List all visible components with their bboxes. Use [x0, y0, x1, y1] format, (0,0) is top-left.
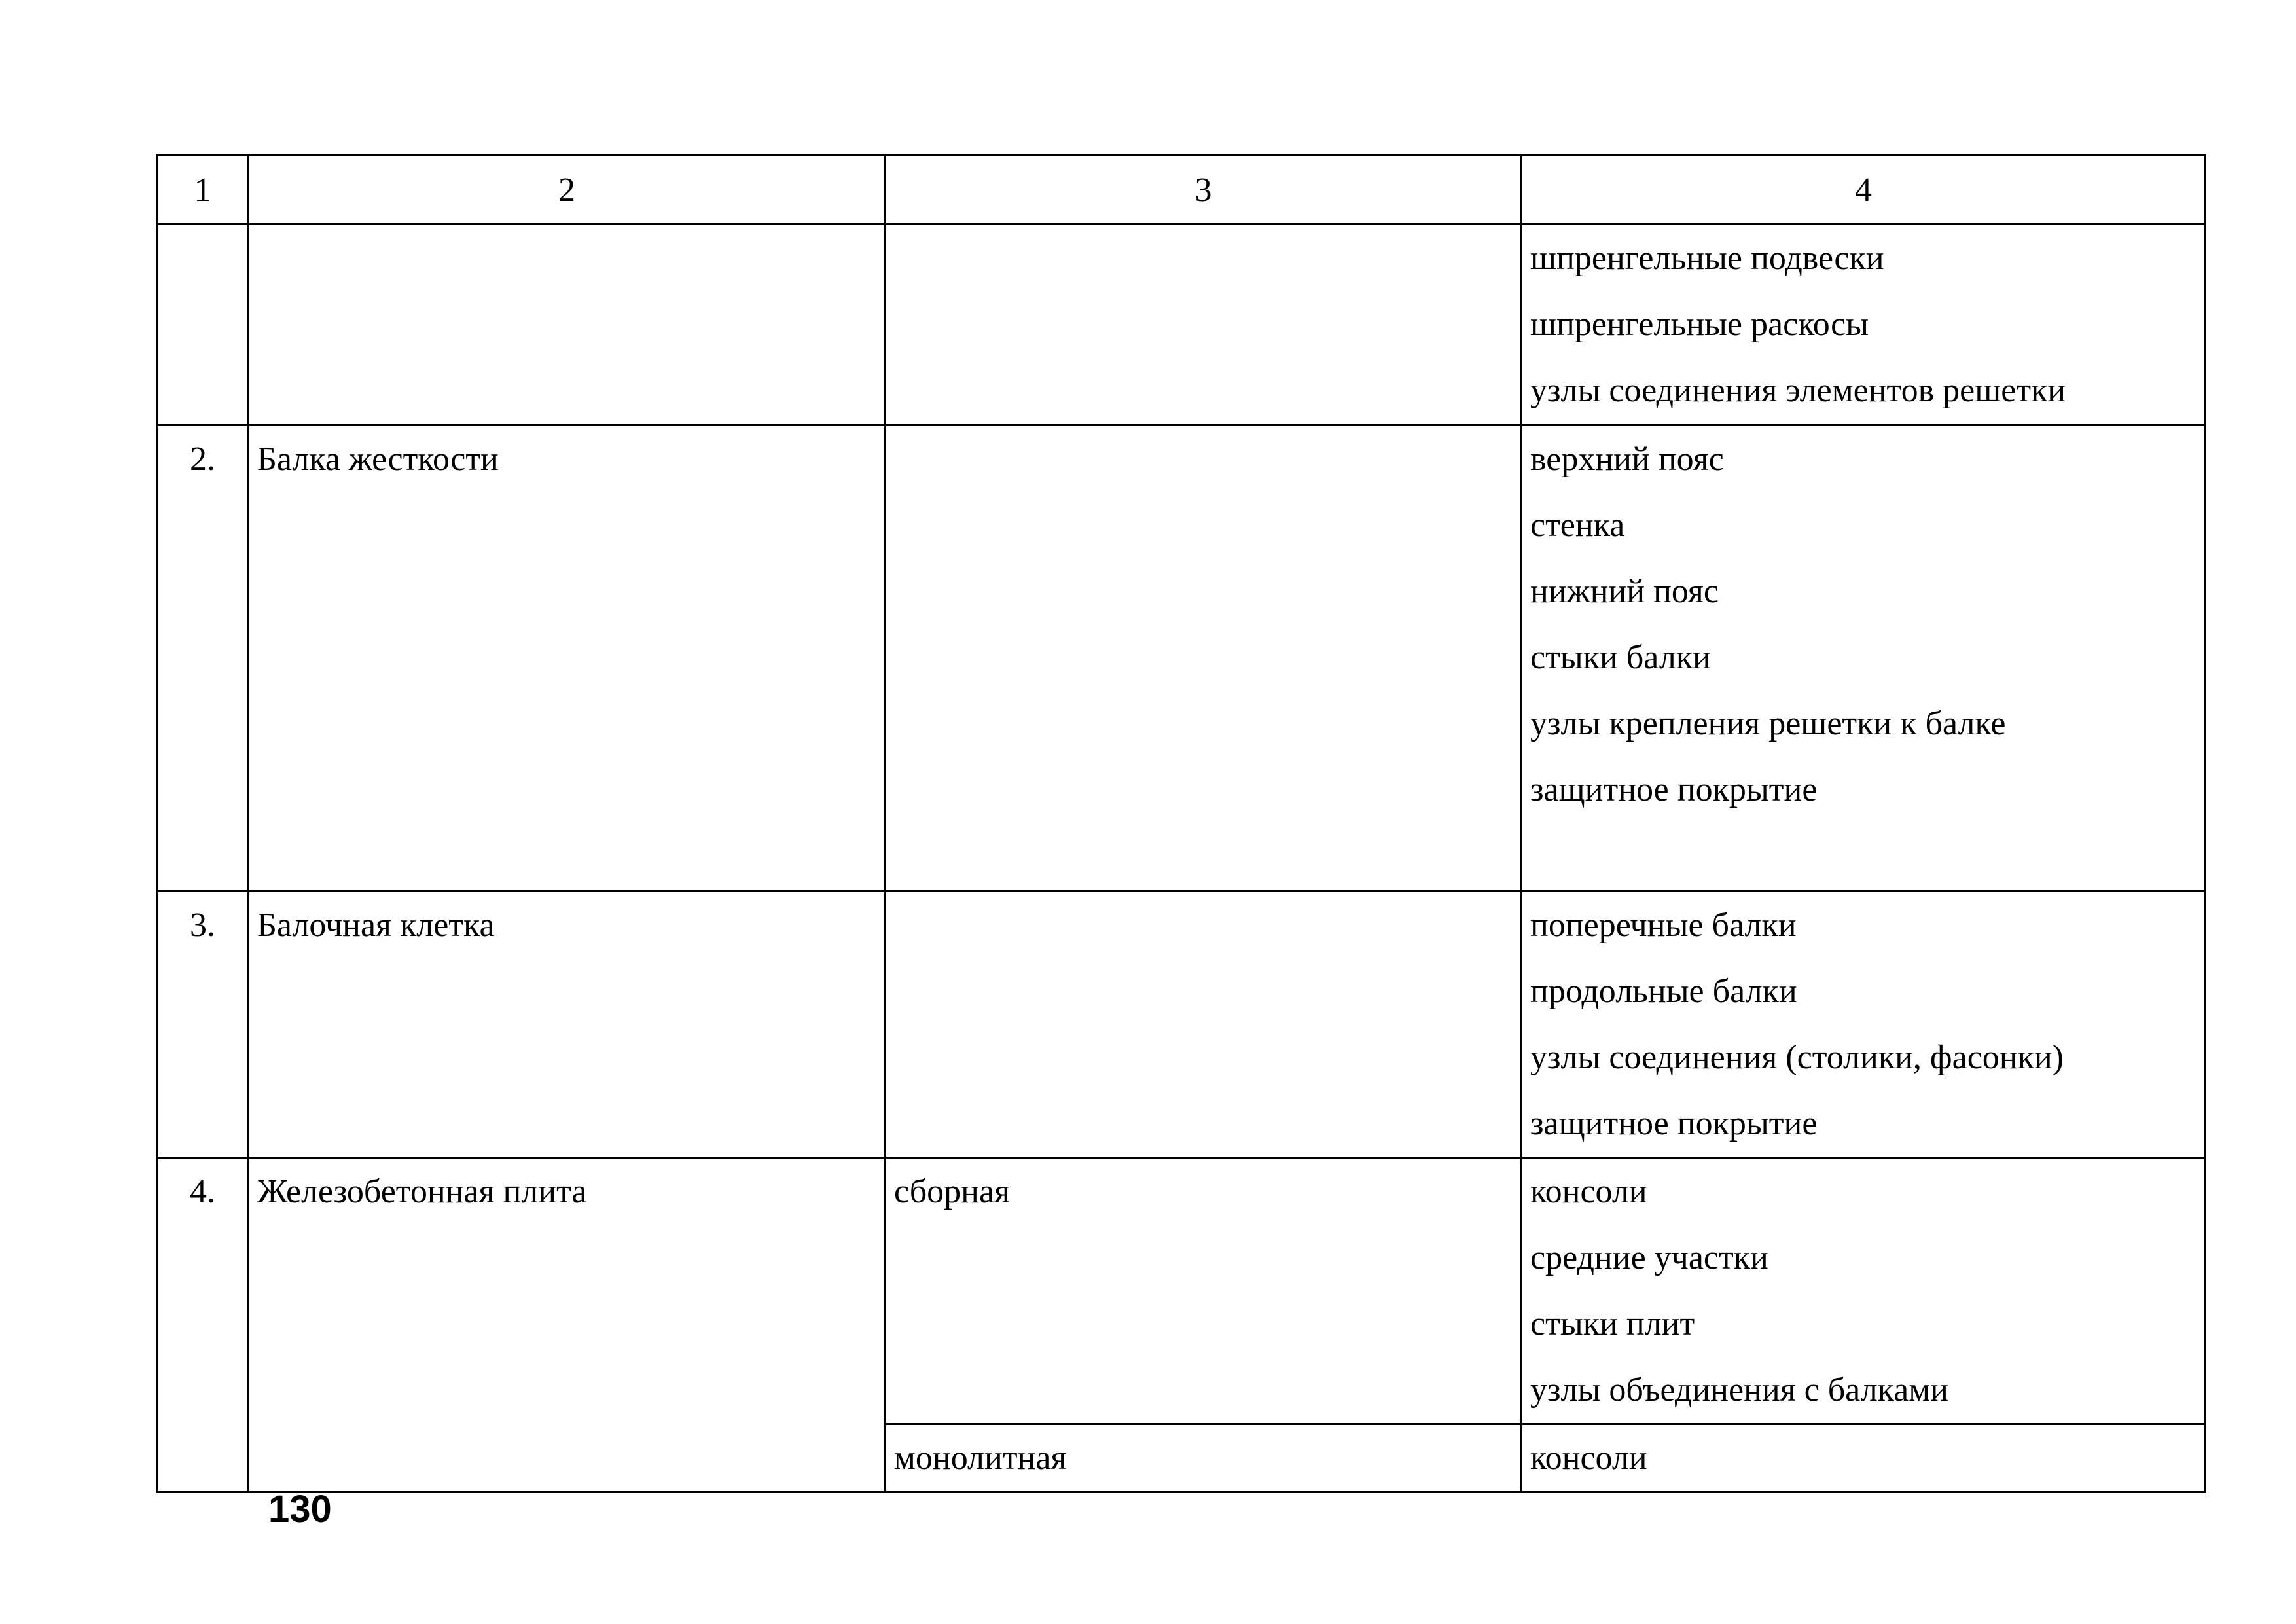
row-number-cell: 2. [157, 425, 249, 892]
component-item: консоли [1530, 1439, 1647, 1477]
element-name-cell: Железобетонная плита [249, 1158, 886, 1492]
row-number-cell: 3. [157, 892, 249, 1158]
component-item: средние участки [1530, 1239, 1768, 1276]
component-item: стыки плит [1530, 1305, 1695, 1343]
element-type-cell: монолитная [886, 1424, 1522, 1492]
component-item: шпренгельные раскосы [1530, 306, 1869, 343]
table-row [157, 225, 2206, 425]
component-item: стенка [1530, 507, 1625, 544]
element-type-cell [886, 225, 1522, 425]
component-item: стыки балки [1530, 639, 1711, 676]
table-header-row [157, 156, 2206, 225]
component-item: защитное покрытие [1530, 1105, 1818, 1142]
element-name-cell: Балка жесткости [249, 425, 886, 892]
header-cell-2: 2 [249, 156, 886, 225]
element-type-cell: сборная [886, 1158, 1522, 1424]
component-item: узлы крепления решетки к балке [1530, 705, 2006, 742]
components-cell [1522, 425, 2206, 892]
component-item: узлы соединения элементов решетки [1530, 372, 2066, 409]
element-type-cell [886, 425, 1522, 892]
table-row [157, 1158, 2206, 1424]
header-cell-4: 4 [1522, 156, 2206, 225]
structure-table [156, 154, 2206, 1493]
component-item: защитное покрытие [1530, 771, 1818, 808]
component-item: консоли [1530, 1173, 1647, 1210]
component-item: узлы объединения с балками [1530, 1371, 1948, 1409]
components-cell [1522, 1158, 2206, 1424]
element-name-cell [249, 225, 886, 425]
component-item: поперечные балки [1530, 907, 1797, 944]
row-number-cell [157, 225, 249, 425]
component-item: верхний пояс [1530, 441, 1724, 478]
row-number-cell: 4. [157, 1158, 249, 1492]
element-type-cell [886, 892, 1522, 1158]
table-row [157, 892, 2206, 1158]
table-row [157, 425, 2206, 892]
components-cell [1522, 225, 2206, 425]
element-name-cell: Балочная клетка [249, 892, 886, 1158]
component-item: узлы соединения (столики, фасонки) [1530, 1039, 2064, 1076]
component-item: продольные балки [1530, 973, 1797, 1010]
components-cell [1522, 1424, 2206, 1492]
page-number: 130 [268, 1488, 332, 1530]
component-item: нижний пояс [1530, 573, 1719, 610]
header-cell-3: 3 [886, 156, 1522, 225]
components-cell [1522, 892, 2206, 1158]
component-item: шпренгельные подвески [1530, 240, 1884, 277]
header-cell-1: 1 [157, 156, 249, 225]
